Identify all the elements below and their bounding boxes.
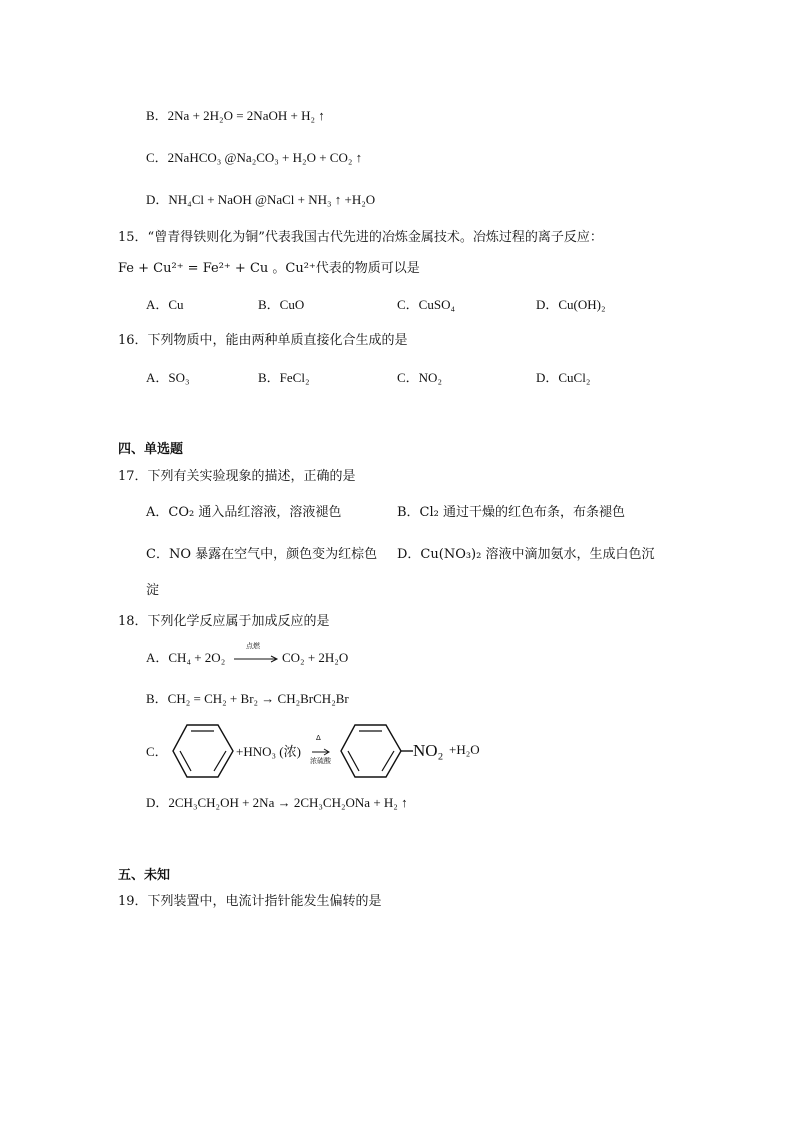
q18-option-c-heat: Δ bbox=[316, 734, 321, 742]
q14-option-d: D．NH₄Cl + NaOH @NaCl + NH₃ ↑ +H₂O bbox=[146, 192, 376, 207]
q17-option-c: C．NO 暴露在空气中，颜色变为红棕色 bbox=[146, 547, 378, 562]
q17-stem: 17．下列有关实验现象的描述，正确的是 bbox=[118, 469, 356, 484]
q18-option-a-condition: 点燃 bbox=[246, 642, 260, 650]
section-5-title: 五、未知 bbox=[118, 868, 171, 883]
bond-line-icon bbox=[401, 750, 413, 752]
q16-option-d: D．CuCl₂ bbox=[536, 370, 591, 385]
q18-option-c-reagent: +HNO₃ (浓) bbox=[236, 744, 301, 759]
q15-option-c: C．CuSO₄ bbox=[397, 297, 455, 312]
q17-option-d-continued: 淀 bbox=[146, 583, 160, 598]
q16-stem: 16．下列物质中，能由两种单质直接化合生成的是 bbox=[118, 333, 408, 348]
q14-option-b: B．2Na + 2H₂O = 2NaOH + H₂ ↑ bbox=[146, 108, 325, 123]
q16-option-b: B．FeCl₂ bbox=[258, 370, 310, 385]
q18-option-a-reactants: A．CH₄ + 2O₂ bbox=[146, 650, 226, 665]
q17-option-a: A．CO₂ 通入品红溶液，溶液褪色 bbox=[146, 505, 342, 520]
q19-stem: 19．下列装置中，电流计指针能发生偏转的是 bbox=[118, 894, 382, 909]
benzene-ring-icon bbox=[172, 724, 234, 778]
q18-stem: 18．下列化学反应属于加成反应的是 bbox=[118, 614, 330, 629]
q15-option-a: A．Cu bbox=[146, 297, 184, 312]
q18-option-c-catalyst: 浓硫酸 bbox=[310, 757, 331, 765]
q15-option-d: D．Cu(OH)₂ bbox=[536, 297, 606, 312]
q18-option-c-water: +H₂O bbox=[449, 742, 480, 757]
reaction-arrow-icon bbox=[312, 749, 332, 755]
section-4-title: 四、单选题 bbox=[118, 442, 184, 457]
q15-stem: 15．“曾青得铁则化为铜”代表我国古代先进的冶炼金属技术。冶炼过程的离子反应： bbox=[118, 230, 603, 245]
q15-equation: Fe + Cu²⁺ = Fe²⁺ + Cu 。Cu²⁺代表的物质可以是 bbox=[118, 261, 420, 276]
q18-option-a-products: CO₂ + 2H₂O bbox=[282, 650, 349, 665]
q14-option-c: C．2NaHCO₃ @Na₂CO₃ + H₂O + CO₂ ↑ bbox=[146, 150, 363, 165]
q16-option-c: C．NO₂ bbox=[397, 370, 442, 385]
nitrobenzene-ring-icon bbox=[340, 724, 402, 778]
q17-option-d: D．Cu(NO₃)₂ 溶液中滴加氨水，生成白色沉 bbox=[397, 547, 655, 562]
q18-option-b: B．CH₂ = CH₂ + Br₂ → CH₂BrCH₂Br bbox=[146, 691, 349, 706]
q18-option-d: D．2CH₃CH₂OH + 2Na → 2CH₃CH₂ONa + H₂ ↑ bbox=[146, 795, 408, 810]
reaction-arrow-icon bbox=[234, 656, 280, 662]
q16-option-a: A．SO₃ bbox=[146, 370, 190, 385]
q17-option-b: B．Cl₂ 通过干燥的红色布条，布条褪色 bbox=[397, 505, 626, 520]
q15-option-b: B．CuO bbox=[258, 297, 305, 312]
q18-option-c-label: C． bbox=[146, 744, 168, 759]
q18-option-c-nitro-group: NO₂ bbox=[413, 741, 444, 760]
